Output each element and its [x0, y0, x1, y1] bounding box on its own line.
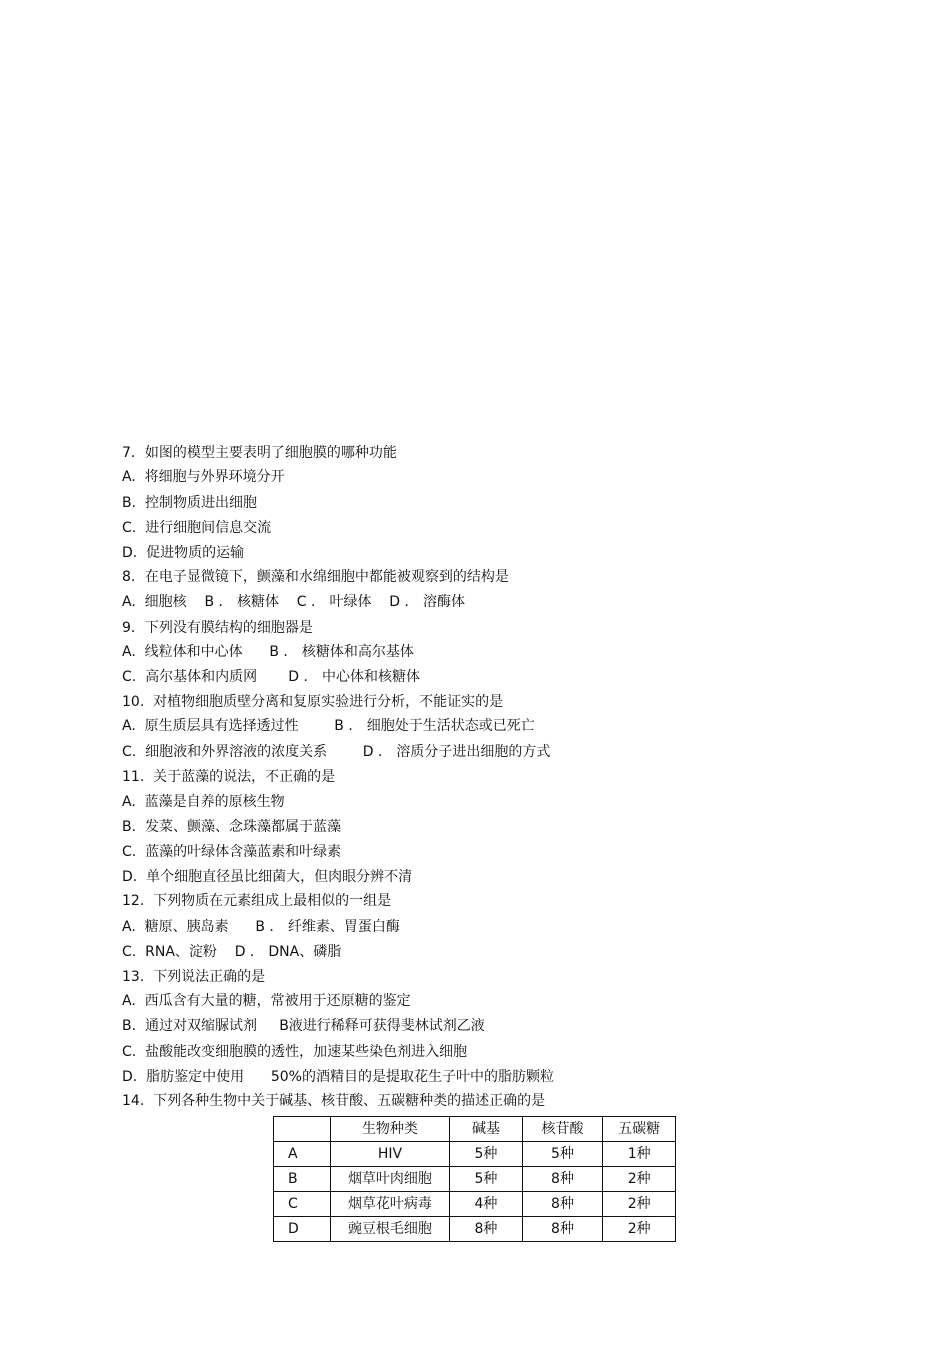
table-cell-nucleotides: 8种 [522, 1217, 603, 1242]
question-11-stem: 11. 关于蓝藻的说法，不正确的是 [122, 769, 336, 785]
table-cell-organism: 烟草花叶病毒 [330, 1192, 450, 1217]
question-10-options-cd: C. 细胞液和外界溶液的浓度关系 D ． 溶质分子进出细胞的方式 [122, 744, 551, 760]
table-cell-pentoses: 2种 [603, 1167, 676, 1192]
table-cell-option: D [274, 1217, 331, 1242]
question-13-option-d: D. 脂肪鉴定中使用 50%的酒精目的是提取花生子叶中的脂肪颗粒 [122, 1069, 554, 1085]
table-header-nucleotides: 核苷酸 [522, 1117, 603, 1142]
question-7-stem: 7．如图的模型主要表明了细胞膜的哪种功能 [122, 445, 397, 461]
question-14-table [273, 1116, 676, 1242]
question-9-options-cd: C. 高尔基体和内质网 D ． 中心体和核糖体 [122, 669, 420, 685]
question-8-stem: 8．在电子显微镜下，颤藻和水绵细胞中都能被观察到的结构是 [122, 569, 509, 585]
table-cell-organism: HIV [330, 1142, 450, 1167]
question-8-options: A. 细胞核 B ． 核糖体 C ． 叶绿体 D ． 溶酶体 [122, 594, 465, 610]
table-header-option [274, 1117, 331, 1142]
table-row [274, 1142, 676, 1167]
question-9-options-ab: A. 线粒体和中心体 B ． 核糖体和高尔基体 [122, 644, 414, 660]
question-11-option-a: A. 蓝藻是自养的原核生物 [122, 794, 285, 810]
question-13-option-b: B. 通过对双缩脲试剂 B液进行稀释可获得斐林试剂乙液 [122, 1018, 485, 1034]
question-13-option-a: A. 西瓜含有大量的糖，常被用于还原糖的鉴定 [122, 993, 411, 1009]
table-cell-option: C [274, 1192, 331, 1217]
question-7-option-b: B. 控制物质进出细胞 [122, 495, 257, 511]
question-12-options-cd: C. RNA、淀粉 D ． DNA、磷脂 [122, 944, 342, 960]
question-11-option-b: B. 发菜、颤藻、念珠藻都属于蓝藻 [122, 819, 341, 835]
table-header-pentoses: 五碳糖 [603, 1117, 676, 1142]
table-cell-option: A [274, 1142, 331, 1167]
question-10-options-ab: A. 原生质层具有选择透过性 B ． 细胞处于生活状态或已死亡 [122, 718, 535, 734]
table-cell-bases: 8种 [450, 1217, 523, 1242]
table-cell-pentoses: 1种 [603, 1142, 676, 1167]
table-row [274, 1192, 676, 1217]
table-cell-nucleotides: 8种 [522, 1167, 603, 1192]
question-10-stem: 10. 对植物细胞质壁分离和复原实验进行分析，不能证实的是 [122, 694, 504, 710]
table-row [274, 1167, 676, 1192]
table-header-bases: 碱基 [450, 1117, 523, 1142]
question-11-option-c: C. 蓝藻的叶绿体含藻蓝素和叶绿素 [122, 844, 342, 860]
question-13-stem: 13. 下列说法正确的是 [122, 969, 266, 985]
table-cell-organism: 豌豆根毛细胞 [330, 1217, 450, 1242]
table-header-row [274, 1117, 676, 1142]
table-header-organism: 生物种类 [330, 1117, 450, 1142]
table-cell-bases: 5种 [450, 1142, 523, 1167]
table-cell-option: B [274, 1167, 331, 1192]
question-13-option-c: C. 盐酸能改变细胞膜的透性，加速某些染色剂进入细胞 [122, 1044, 468, 1060]
table-cell-nucleotides: 8种 [522, 1192, 603, 1217]
question-14-stem: 14. 下列各种生物中关于碱基、核苷酸、五碳糖种类的描述正确的是 [122, 1093, 546, 1109]
question-12-stem: 12. 下列物质在元素组成上最相似的一组是 [122, 893, 392, 909]
table-cell-pentoses: 2种 [603, 1192, 676, 1217]
question-7-option-a: A. 将细胞与外界环境分开 [122, 469, 285, 485]
question-11-option-d: D. 单个细胞直径虽比细菌大，但肉眼分辨不清 [122, 869, 413, 885]
table-cell-bases: 5种 [450, 1167, 523, 1192]
table-cell-bases: 4种 [450, 1192, 523, 1217]
table-cell-pentoses: 2种 [603, 1217, 676, 1242]
question-12-options-ab: A. 糖原、胰岛素 B ． 纤维素、胃蛋白酶 [122, 919, 400, 935]
question-7-option-c: C. 进行细胞间信息交流 [122, 520, 272, 536]
table-cell-organism: 烟草叶肉细胞 [330, 1167, 450, 1192]
question-7-option-d: D. 促进物质的运输 [122, 545, 245, 561]
question-9-stem: 9．下列没有膜结构的细胞器是 [122, 620, 313, 636]
table-cell-nucleotides: 5种 [522, 1142, 603, 1167]
table-row [274, 1217, 676, 1242]
